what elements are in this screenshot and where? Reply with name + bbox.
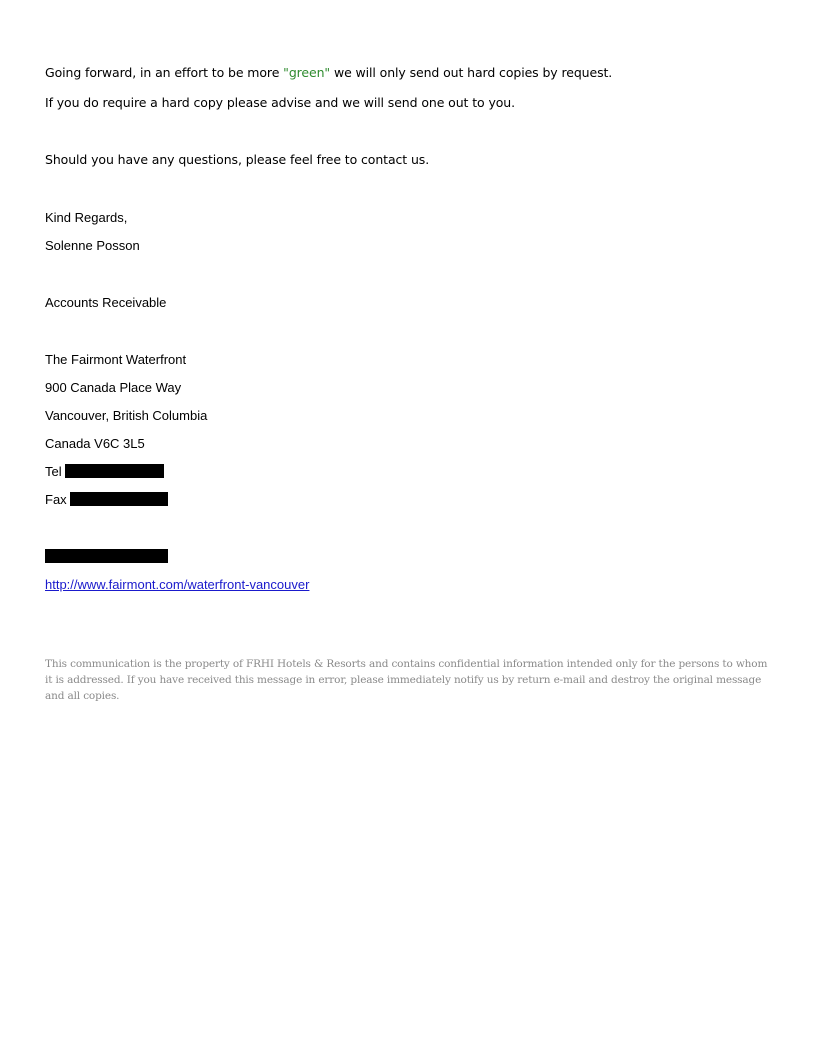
phone-label: Tel (45, 464, 62, 479)
street-address: 900 Canada Place Way (45, 380, 182, 395)
sender-name: Solenne Posson (45, 238, 140, 253)
fax-label: Fax (45, 492, 67, 507)
fax-redaction (70, 492, 168, 506)
department-name: Accounts Receivable (45, 295, 167, 310)
city-province: Vancouver, British Columbia (45, 408, 208, 423)
email-redaction (45, 549, 168, 563)
paragraph-hard-copy: If you do require a hard copy please advise and we will send one out to you. (45, 95, 515, 110)
website-line (45, 577, 309, 593)
company-name: The Fairmont Waterfront (45, 352, 187, 367)
paragraph-green-after: we will only send out hard copies by request. (330, 65, 613, 80)
paragraph-green-notice (45, 65, 612, 81)
phone-line (45, 464, 164, 480)
confidentiality-disclaimer: This communication is the property of FRHI Hotels & Resorts and contains confidential information intended only for the persons to whom it is addressed. If you have received this message in error, please immediately notify us by return e-mail and destroy the original message and all copies. (45, 658, 768, 702)
closing-text: Kind Regards, (45, 210, 128, 225)
green-highlight: "green" (283, 65, 331, 80)
fax-line (45, 492, 168, 508)
paragraph-questions: Should you have any questions, please feel free to contact us. (45, 152, 430, 167)
country-postal: Canada V6C 3L5 (45, 436, 145, 451)
website-link[interactable]: http://www.fairmont.com/waterfront-vancouver (45, 577, 310, 592)
paragraph-green-before: Going forward, in an effort to be more (45, 65, 284, 80)
phone-redaction (65, 464, 164, 478)
